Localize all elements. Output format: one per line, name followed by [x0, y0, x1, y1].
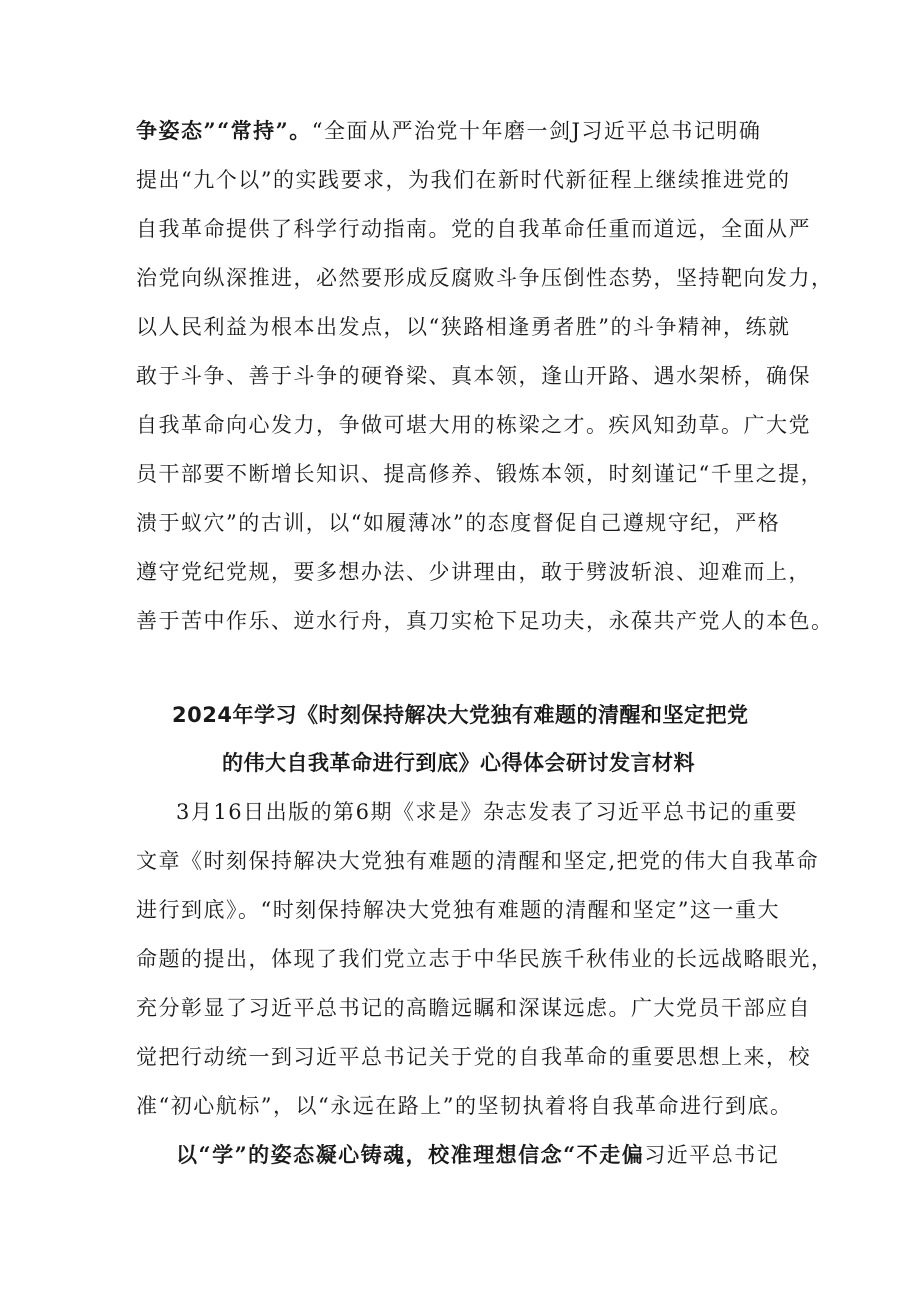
- paragraph1-line-11: 善于苦中作乐、逆水行舟，真刀实枪下足功夫，永葆共产党人的本色。: [136, 609, 834, 633]
- paragraph2-line-3: 进行到底》。“时刻保持解决大党独有难题的清醒和坚定”这一重大: [136, 898, 780, 922]
- paragraph2-line-5: 充分彰显了习近平总书记的高瞻远瞩和深谋远虑。广大党员干部应自: [136, 996, 811, 1020]
- paragraph1-line-9: 溃于蚁穴”的古训，以“如履薄冰”的态度督促自己遵规守纪，严格: [136, 511, 781, 535]
- paragraph1-line-5: 以人民利益为根本出发点，以“狭路相逢勇者胜”的斗争精神，练就: [136, 315, 791, 339]
- paragraph1-line-2: 提出“九个以”的实践要求，为我们在新时代新征程上继续推进党的: [136, 168, 791, 192]
- paragraph1-line-8: 员干部要不断增长知识、提高修养、锻炼本领，时刻谨记“千里之提，: [136, 462, 824, 486]
- paragraph2-line-2: 文章《时刻保持解决大党独有难题的清醒和坚定,把党的伟大自我革命: [136, 849, 820, 873]
- paragraph1-line-1-text: “全面从严治党十年磨一剑J习近平总书记明确: [311, 119, 762, 143]
- paragraph1-line-6: 敢于斗争、善于斗争的硬脊梁、真本领，逢山开路、遇水架桥，确保: [136, 364, 811, 388]
- paragraph1-bold-lead: 争姿态”“常持”。: [136, 118, 312, 143]
- paragraph3-line-1-text: 习近平总书记: [644, 1143, 780, 1167]
- paragraph1-line-10: 遵守党纪党规，要多想办法、少讲理由，敢于劈波斩浪、迎难而上，: [136, 560, 811, 584]
- paragraph1-line-1: [136, 116, 761, 146]
- heading-line-2: 的伟大自我革命进行到底》心得体会研讨发言材料: [222, 751, 695, 775]
- paragraph2-line-4: 命题的提出，体现了我们党立志于中华民族千秋伟业的长远战略眼光，: [136, 947, 834, 971]
- paragraph1-line-7: 自我革命向心发力，争做可堪大用的栋梁之才。疾风知劲草。广大党: [136, 413, 811, 437]
- paragraph2-line-1: 3月16日出版的第6期《求是》杂志发表了习近平总书记的重要: [176, 800, 798, 824]
- paragraph1-line-4: 治党向纵深推进，必然要形成反腐败斗争压倒性态势，坚持靶向发力，: [136, 266, 834, 290]
- paragraph1-line-3: 自我革命提供了科学行动指南。党的自我革命任重而道远，全面从严: [136, 217, 811, 241]
- heading-line-1: 2024年学习《时刻保持解决大党独有难题的清醒和坚定把党: [172, 703, 749, 727]
- paragraph3-bold-lead: 以“学”的姿态凝心铸魂，校准理想信念“不走偏: [176, 1142, 645, 1167]
- paragraph2-line-6: 觉把行动统一到习近平总书记关于党的自我革命的重要思想上来，校: [136, 1045, 811, 1069]
- paragraph2-line-7: 准“初心航标”，以“永远在路上”的坚韧执着将自我革命进行到底。: [136, 1094, 793, 1118]
- paragraph3-line-1: [176, 1140, 779, 1170]
